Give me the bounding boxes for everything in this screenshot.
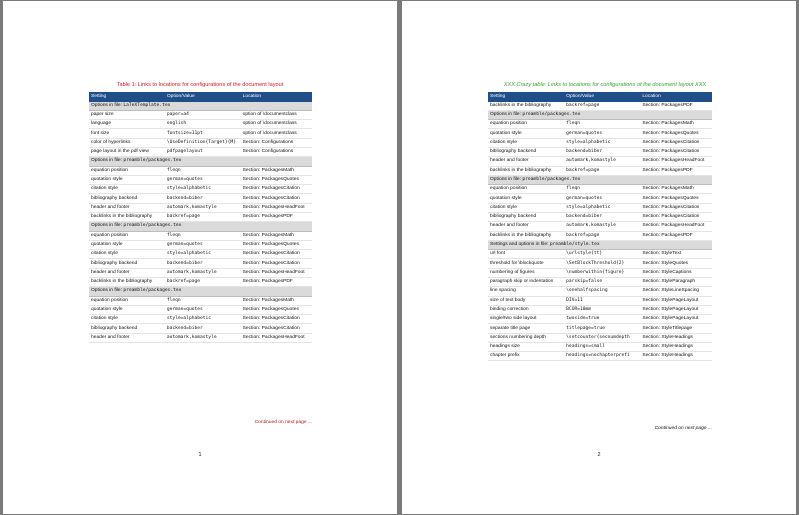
table-row (488, 259, 712, 268)
table-row (488, 203, 712, 212)
cell-setting: header and footer (89, 203, 165, 212)
section-label (89, 102, 312, 111)
table-row (89, 324, 312, 333)
cell-option-value: style=alphabetic (165, 315, 241, 324)
table-row (89, 138, 312, 147)
cell-location: Section: StylePageLayout (640, 315, 712, 324)
section-label (488, 240, 712, 249)
table-row (89, 120, 312, 129)
cell-setting: paragraph skip or indentation (488, 277, 564, 286)
cell-location: Section: PackagesPDF (640, 102, 712, 111)
cell-option-value: backref=page (564, 102, 640, 111)
cell-location: Section: PackagesHeadFoot (640, 157, 712, 166)
cell-setting: numbering of figures (488, 268, 564, 277)
cell-location: Section: PackagesCitation (241, 250, 312, 259)
section-file: preamble/packages.tex (123, 158, 182, 164)
section-file: preamble/style.tex (549, 242, 600, 247)
section-prefix: Options in file: (91, 102, 124, 108)
cell-option-value: fontsize=11pt (165, 129, 241, 138)
cell-location: Section: PackagesHeadFoot (241, 268, 312, 277)
table-row (89, 185, 312, 194)
table-row (488, 296, 712, 305)
table-row (89, 240, 312, 249)
cell-setting: equation position (89, 231, 165, 240)
cell-location: Section: PackagesQuotes (640, 129, 712, 138)
cell-location: Section: PackagesPDF (640, 231, 712, 240)
cell-location: Section: PackagesCitation (241, 315, 312, 324)
cell-location: Section: PackagesMath (241, 296, 312, 305)
page-number: 2 (597, 452, 601, 458)
table-row (89, 305, 312, 314)
cell-option-value: \setcounter{secnumdepth (564, 333, 640, 342)
table-row (488, 222, 712, 231)
cell-location: Section: Configurations (241, 148, 312, 157)
pdf-page-2 (402, 1, 796, 514)
table-row (89, 203, 312, 212)
cell-setting: backlinks in the bibliography (488, 102, 564, 111)
table-row (89, 333, 312, 342)
cell-option-value: fleqn (165, 296, 241, 305)
table-row (89, 212, 312, 221)
cell-setting: header and footer (488, 157, 564, 166)
cell-setting: citation style (89, 185, 165, 194)
cell-option-value: DIV=11 (564, 296, 640, 305)
settings-table (89, 92, 312, 343)
section-label (488, 175, 712, 184)
cell-option-value: backend=biber (564, 212, 640, 221)
cell-option-value: backend=biber (165, 259, 241, 268)
table-row (488, 148, 712, 157)
table-row (488, 231, 712, 240)
cell-setting: url font (488, 250, 564, 259)
cell-setting: equation position (89, 296, 165, 305)
cell-option-value: german=quotes (165, 175, 241, 184)
table-row (89, 268, 312, 277)
cell-location: Section: PackagesCitation (640, 212, 712, 221)
cell-setting: font size (89, 129, 165, 138)
cell-option-value: backref=page (564, 231, 640, 240)
cell-option-value: pdfpagelayout (165, 148, 241, 157)
table-row (89, 129, 312, 138)
header-setting: Setting (488, 92, 564, 102)
cell-location: Section: PackagesHeadFoot (241, 203, 312, 212)
table-section-row (89, 287, 312, 296)
cell-location: Section: StyleLineSpacing (640, 287, 712, 296)
cell-setting: citation style (89, 315, 165, 324)
table-row (488, 166, 712, 175)
table-row (488, 305, 712, 314)
section-file: preamble/packages.tex (123, 288, 182, 294)
cell-setting: bibliography backend (488, 212, 564, 221)
cell-location: Section: PackagesCitation (640, 138, 712, 147)
cell-option-value: BCOR=10mm (564, 305, 640, 314)
cell-option-value: backend=biber (165, 324, 241, 333)
cell-location: Section: StylePageLayout (640, 305, 712, 314)
cell-setting: line spacing (488, 287, 564, 296)
cell-option-value: fleqn (564, 120, 640, 129)
pdf-page-1 (3, 1, 397, 514)
cell-option-value: german=quotes (165, 305, 241, 314)
cell-setting: equation position (488, 185, 564, 194)
table-row (488, 102, 712, 111)
cell-location: Section: PackagesQuotes (241, 305, 312, 314)
cell-location: Section: PackagesMath (241, 166, 312, 175)
cell-setting: size of text body (488, 296, 564, 305)
cell-setting: citation style (488, 203, 564, 212)
cell-option-value: automark,komastyle (564, 157, 640, 166)
cell-option-value: backref=page (564, 166, 640, 175)
table-row (488, 138, 712, 147)
cell-setting: bibliography backend (89, 194, 165, 203)
cell-setting: quotation style (488, 194, 564, 203)
cell-option-value: parskip=false (564, 277, 640, 286)
cell-setting: header and footer (488, 222, 564, 231)
cell-location: Section: StyleCaptions (640, 268, 712, 277)
cell-location: Section: PackagesQuotes (241, 240, 312, 249)
table-row (488, 250, 712, 259)
section-prefix: Options in file: (490, 112, 523, 118)
cell-option-value: automark,komastyle (165, 268, 241, 277)
table-row (488, 277, 712, 286)
cell-setting: quotation style (488, 129, 564, 138)
cell-location: option of \documentclass (241, 120, 312, 129)
section-prefix: Options in file: (490, 177, 523, 183)
page-number: 1 (198, 452, 202, 458)
table-row (488, 342, 712, 351)
table-header-row (488, 92, 712, 102)
cell-location: Section: PackagesPDF (640, 166, 712, 175)
cell-option-value: titlepage=true (564, 324, 640, 333)
cell-option-value: \onehalfspacing (564, 287, 640, 296)
table-row (89, 259, 312, 268)
section-label (89, 157, 312, 166)
cell-setting: bibliography backend (89, 259, 165, 268)
header-option-value: Option/Value (165, 92, 241, 102)
cell-location: Section: PackagesHeadFoot (640, 222, 712, 231)
table-row (488, 324, 712, 333)
cell-setting: bibliography backend (89, 324, 165, 333)
table-section-row (488, 175, 712, 184)
cell-setting: header and footer (89, 268, 165, 277)
cell-location: Section: PackagesMath (640, 120, 712, 129)
cell-option-value: style=alphabetic (165, 185, 241, 194)
section-label (89, 287, 312, 296)
table-row (89, 296, 312, 305)
table-row (488, 129, 712, 138)
continued-note: Continued on next page ... (254, 420, 312, 425)
cell-location: Section: PackagesCitation (241, 185, 312, 194)
cell-option-value: headings=nochapterprefi (564, 352, 640, 361)
cell-location: option of \documentclass (241, 110, 312, 119)
cell-location: Section: StyleText (640, 250, 712, 259)
cell-location: Section: StylePageLayout (640, 296, 712, 305)
cell-option-value: fleqn (564, 185, 640, 194)
cell-location: Section: StyleHeadings (640, 352, 712, 361)
section-prefix: Options in file: (91, 158, 124, 164)
cell-option-value: paper=a4 (165, 110, 241, 119)
cell-location: Section: PackagesHeadFoot (241, 333, 312, 342)
table-section-row (488, 110, 712, 119)
section-file: preamble/packages.tex (123, 223, 182, 229)
table-row (89, 175, 312, 184)
table-caption: XXX Crazy table: Links to locations for configurations of the document layout XXX (503, 82, 707, 88)
cell-option-value: english (165, 120, 241, 129)
section-label (488, 110, 712, 119)
cell-option-value: german=quotes (165, 240, 241, 249)
cell-location: Section: StyleHeadings (640, 342, 712, 351)
cell-setting: paper size (89, 110, 165, 119)
cell-location: Section: StyleQuotes (640, 259, 712, 268)
cell-setting: citation style (89, 250, 165, 259)
cell-option-value: \numberwithin{figure} (564, 268, 640, 277)
cell-setting: single/two side layout (488, 315, 564, 324)
cell-setting: backlinks in the bibliography (89, 277, 165, 286)
table-section-row (89, 157, 312, 166)
cell-location: Section: PackagesPDF (241, 277, 312, 286)
table-row (488, 287, 712, 296)
cell-option-value: headings=small (564, 342, 640, 351)
cell-setting: quotation style (89, 240, 165, 249)
section-prefix: Options in file: (91, 288, 124, 294)
cell-setting: separate title page (488, 324, 564, 333)
cell-location: Section: PackagesPDF (241, 212, 312, 221)
cell-location: Section: PackagesCitation (640, 148, 712, 157)
header-option-value: Option/Value (564, 92, 640, 102)
table-section-row (89, 222, 312, 231)
cell-location: Section: PackagesCitation (241, 324, 312, 333)
cell-setting: headings size (488, 342, 564, 351)
cell-location: Section: Configurations (241, 138, 312, 147)
cell-setting: quotation style (89, 305, 165, 314)
cell-setting: threshold for \blockquote (488, 259, 564, 268)
cell-setting: language (89, 120, 165, 129)
table-row (488, 352, 712, 361)
cell-option-value: \SetBlockThreshold{2} (564, 259, 640, 268)
cell-option-value: twoside=true (564, 315, 640, 324)
cell-option-value: \urlstyle{tt} (564, 250, 640, 259)
cell-location: Section: StyleParagraph (640, 277, 712, 286)
cell-location: Section: PackagesCitation (241, 194, 312, 203)
table-row (488, 212, 712, 221)
cell-setting: backlinks in the bibliography (89, 212, 165, 221)
table-row (488, 268, 712, 277)
table-row (488, 315, 712, 324)
cell-option-value: style=alphabetic (564, 203, 640, 212)
section-file: preamble/packages.tex (522, 112, 581, 118)
table-row (488, 333, 712, 342)
cell-option-value: fleqn (165, 166, 241, 175)
cell-setting: backlinks in the bibliography (488, 166, 564, 175)
cell-setting: header and footer (89, 333, 165, 342)
section-label (89, 222, 312, 231)
table-row (89, 148, 312, 157)
cell-location: Section: StyleTitlepage (640, 324, 712, 333)
table-row (488, 194, 712, 203)
cell-setting: chapter prefix (488, 352, 564, 361)
table-row (488, 157, 712, 166)
table-row (89, 231, 312, 240)
cell-location: Section: PackagesCitation (241, 259, 312, 268)
cell-location: Section: PackagesQuotes (241, 175, 312, 184)
cell-option-value: \UseDefinition{Target}{M} (165, 138, 241, 147)
cell-setting: bibliography backend (488, 148, 564, 157)
table-row (89, 250, 312, 259)
cell-option-value: backend=biber (165, 194, 241, 203)
cell-setting: backlinks in the bibliography (488, 231, 564, 240)
cell-option-value: automark,komastyle (165, 333, 241, 342)
cell-option-value: backend=biber (564, 148, 640, 157)
table-row (89, 166, 312, 175)
table-section-row (89, 102, 312, 111)
table-row (488, 185, 712, 194)
table-row (89, 315, 312, 324)
table-row (89, 194, 312, 203)
table-header-row (89, 92, 312, 102)
cell-location: Section: StyleHeadings (640, 333, 712, 342)
cell-setting: sections numbering depth (488, 333, 564, 342)
table-section-row (488, 240, 712, 249)
cell-option-value: german=quotes (564, 194, 640, 203)
header-location: Location (640, 92, 712, 102)
cell-location: option of \documentclass (241, 129, 312, 138)
cell-location: Section: PackagesCitation (640, 203, 712, 212)
cell-setting: equation position (89, 166, 165, 175)
table-row (89, 277, 312, 286)
table-row (89, 110, 312, 119)
cell-option-value: style=alphabetic (165, 250, 241, 259)
cell-setting: quotation style (89, 175, 165, 184)
table-caption: Table 1: Links to locations for configurations of the document layout (116, 82, 284, 88)
cell-option-value: backref=page (165, 277, 241, 286)
continued-note: Continued on next page ... (654, 426, 712, 431)
cell-setting: binding correction (488, 305, 564, 314)
section-file: LaTeXTemplate.tex (123, 102, 171, 108)
cell-setting: equation position (488, 120, 564, 129)
section-prefix: Options in file: (91, 223, 124, 229)
table-row (488, 120, 712, 129)
cell-location: Section: PackagesMath (241, 231, 312, 240)
header-location: Location (241, 92, 312, 102)
cell-option-value: fleqn (165, 231, 241, 240)
cell-option-value: automark,komastyle (165, 203, 241, 212)
cell-setting: page layout in the pdf view (89, 148, 165, 157)
settings-table (488, 92, 712, 361)
cell-setting: citation style (488, 138, 564, 147)
cell-setting: color of hyperlinks (89, 138, 165, 147)
cell-option-value: automark,komastyle (564, 222, 640, 231)
cell-location: Section: PackagesQuotes (640, 194, 712, 203)
section-file: preamble/packages.tex (522, 177, 581, 183)
section-prefix: Settings and options in file: (490, 242, 550, 247)
cell-location: Section: PackagesMath (640, 185, 712, 194)
cell-option-value: style=alphabetic (564, 138, 640, 147)
cell-option-value: german=quotes (564, 129, 640, 138)
header-setting: Setting (89, 92, 165, 102)
cell-option-value: backref=page (165, 212, 241, 221)
